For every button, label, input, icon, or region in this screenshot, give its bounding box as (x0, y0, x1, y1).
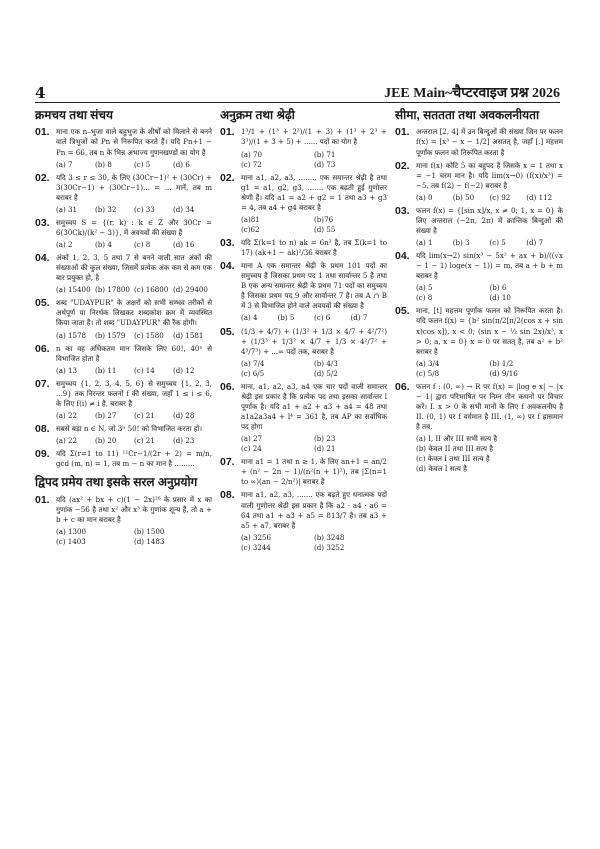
answer-options (416, 434, 563, 474)
question-number: 01. (395, 126, 410, 139)
answer-option: (b) 27 (95, 410, 117, 420)
answer-option: (a) 1 (416, 238, 433, 248)
answer-options (56, 160, 212, 170)
answer-options (241, 434, 387, 454)
question-item (220, 327, 387, 379)
question-body (241, 457, 387, 487)
answer-option: (a) 3/4 (416, 358, 440, 368)
page-header (35, 80, 560, 103)
question-text: माना A एक समान्तर श्रेढ़ी के प्रथम 101 पदों का समुच्चय है जिसका प्रथम पद 1 तथा सार्वान्तर 5 है तथा B एक अन्य समान्तर श्रेढ़ी के प्रथम 71 पदों का समुच्चय है जिसका प्रथम पद 9 और सार्वान्तर 7 है। तब A ∩ B में 3 से विभाजित होने वाले अवयवों की संख्या है (241, 261, 387, 311)
answer-option: (d) 16 (173, 240, 195, 250)
question-list (220, 127, 387, 552)
answer-option: (b) 3 (452, 238, 470, 248)
question-number: 03. (35, 216, 50, 229)
question-item (395, 206, 563, 248)
answer-option: (c) 5 (489, 238, 506, 248)
answer-options (56, 205, 212, 215)
answer-option: (b) 8 (95, 159, 112, 169)
question-body (241, 382, 387, 454)
question-body (416, 161, 563, 203)
answer-option: (b) 4 (95, 240, 112, 250)
answer-option: (a) 7 (56, 159, 73, 169)
answer-option: (a) 27 (241, 434, 263, 444)
answer-option: (c) केवल I तथा III सत्य है (416, 454, 490, 464)
question-number: 05. (220, 325, 235, 338)
question-body (56, 127, 212, 169)
question-number: 04. (220, 260, 235, 273)
question-body (241, 127, 387, 169)
answer-option: (d) 28 (173, 410, 195, 420)
answer-option: (b) 3248 (314, 532, 345, 542)
answer-options (416, 238, 563, 248)
question-text: माना a1, a2, a3, ......., एक समान्तर श्रेढ़ी है तथा g1 = a1, g2, g3, ....... एक बढ़ती हुई गुणोत्तर श्रेणी हैं। यदि a1 = a2 + g2 = 1 तथा a3 + g3 = 4, तब a4 + g4 बराबर है (241, 172, 387, 212)
question-list (35, 495, 212, 547)
answer-options (56, 436, 212, 446)
answer-option: (a)81 (241, 214, 260, 224)
answer-option: (b) 1579 (95, 330, 126, 340)
question-number: 02. (35, 171, 50, 184)
question-text: यदि Σ(r=1 to 11) ¹¹Cr−1/(2r + 2) = m/n, gcd (m, n) = 1, तब m − n का मान है ......... (56, 449, 212, 469)
question-number: 03. (220, 237, 235, 250)
question-text: (1/3 + 4/7) + (1/3² + 1/3 × 4/7 + 4²/7²) + (1/3³ + 1/3² × 4/7 + 1/3 × 4²/7² + 4³/7³) + ...∞ पदों तक, बराबर है (241, 326, 387, 356)
question-item (35, 218, 212, 250)
answer-options (56, 240, 212, 250)
answer-option: (c) 5/8 (416, 368, 440, 378)
answer-option: (c) 92 (489, 192, 511, 202)
section-title: अनुक्रम तथा श्रेढ़ी (220, 108, 295, 122)
answer-options (241, 150, 387, 170)
answer-option: (c) 5 (134, 159, 151, 169)
question-item (220, 261, 387, 323)
answer-option: (c) 1403 (56, 536, 86, 546)
answer-option: (a) I, II और III सभी सत्य है (416, 434, 498, 444)
question-text: शब्द "UDAYPUR" के अक्षरों को सभी सम्भव तरीकों से अर्थपूर्ण या निरर्थक लिखकर शब्दकोश क्रम में व्यवस्थित किया जाता है। तो शब्द "UDAYPUR" की रैंक होगी। (56, 298, 212, 328)
question-list (35, 127, 212, 469)
answer-option: (a) 2 (56, 240, 73, 250)
question-body (56, 379, 212, 421)
question-text: यदि 3 ≤ r ≤ 30, के लिए (30Cr−1)² + (30Cr) + 3(30Cr−1) + (30Cr−1)... = ... मानें, तब m बराबर है (56, 172, 212, 202)
question-number: 01. (35, 126, 50, 139)
answer-options (241, 215, 387, 235)
question-number: 06. (395, 380, 410, 393)
answer-option: (c) 8 (416, 293, 433, 303)
answer-options (241, 359, 387, 379)
section-title: क्रमचय तथा संचय (35, 108, 113, 122)
answer-option: (b) 1500 (134, 526, 165, 536)
answer-option: (d) 21 (314, 444, 336, 454)
answer-option: (b) 23 (314, 434, 336, 444)
question-text: माना f(x) कोटि 5 का बहुपद है जिसके x = 1 तथा x = −1 चरम मान है। यदि lim(x→0) (f(x)/x³) = −5, तब f(2) − f(−2) बराबर है (416, 160, 563, 190)
question-body (56, 253, 212, 295)
question-number: 03. (395, 204, 410, 217)
answer-option: (d) 34 (173, 204, 195, 214)
question-body (56, 173, 212, 215)
question-item (395, 161, 563, 203)
question-body (241, 261, 387, 323)
answer-option: (c) 21 (134, 436, 155, 446)
question-item (395, 127, 563, 157)
question-number: 08. (220, 489, 235, 502)
question-item (35, 449, 212, 469)
answer-option: (a) 0 (416, 192, 433, 202)
question-text: माना a1, a2, a3, ....... एक बढ़ते हुए धनात्मक पदों वाली गुणोत्तर श्रेढ़ी इस प्रकार है कि a2 · a4 · a6 = 64 तथा a1 + a3 + a5 = 813/7 है। तब a3 + a5 + a7, बराबर है (241, 490, 387, 530)
column-3 (395, 108, 563, 477)
page-number: 4 (35, 84, 46, 102)
answer-option: (c) 33 (134, 204, 155, 214)
answer-option: (a) 31 (56, 204, 78, 214)
section-title: सीमा, सततता तथा अवकलनीयता (395, 108, 540, 122)
answer-option: (c) 6 (314, 313, 331, 323)
question-number: 04. (35, 252, 50, 265)
question-number: 07. (220, 456, 235, 469)
answer-option: (c)62 (241, 224, 260, 234)
answer-option: (a) 70 (241, 149, 263, 159)
question-item (220, 490, 387, 552)
question-text: माना एक n–भुजा वाले बहुभुज के शीर्षों को मिलाने से बनने वाले त्रिभुजों को Pn से निरूपित करते हैं। यदि Pn+1 − Pn = 66, तब n के भिन्न अभाज्य गुणनखण्डों का योग है (56, 127, 212, 157)
answer-option: (a) 22 (56, 436, 78, 446)
answer-option: (b) 17800 (95, 285, 130, 295)
question-number: 07. (35, 377, 50, 390)
question-list (395, 127, 563, 474)
answer-option: (d) 1581 (173, 330, 204, 340)
answer-option: (d) 29400 (173, 285, 208, 295)
question-item (220, 457, 387, 487)
question-number: 05. (35, 297, 50, 310)
question-number: 04. (395, 250, 410, 263)
answer-option: (d) 7 (350, 313, 368, 323)
answer-option: (c) 6/5 (241, 368, 265, 378)
answer-option: (b) 11 (95, 365, 117, 375)
question-body (56, 298, 212, 340)
answer-option: (d) केवल I सत्य है (416, 464, 467, 474)
answer-option: (b) 50 (452, 192, 475, 202)
answer-option: (c) 21 (134, 410, 155, 420)
question-item (35, 495, 212, 547)
question-item (220, 173, 387, 235)
question-item (220, 238, 387, 258)
column-1 (35, 108, 212, 550)
question-number: 02. (220, 171, 235, 184)
answer-option: (b) केवल II तथा III सत्य है (416, 444, 493, 454)
answer-option: (a) 13 (56, 365, 78, 375)
answer-option: (d) 112 (526, 192, 553, 202)
question-text: समुच्चय {1, 2, 3, 4, 5, 6} से समुच्चय {1, 2, 3, ...9} तक निरन्तर फलनों f की संख्या, जहाँ 1 ≤ i ≤ 6, के लिए f(i) ≠ i है, बराबर है (56, 378, 212, 408)
question-body (416, 306, 563, 378)
question-body (56, 424, 212, 446)
question-item (35, 298, 212, 340)
question-item (395, 251, 563, 303)
question-body (56, 449, 212, 469)
question-body (416, 382, 563, 475)
question-body (241, 327, 387, 379)
question-item (395, 382, 563, 475)
question-item (35, 173, 212, 215)
question-number: 05. (395, 305, 410, 318)
answer-option: (a) 15400 (56, 285, 91, 295)
running-title: JEE Main~चैप्टरवाइज प्रश्न 2026 (384, 86, 560, 101)
answer-options (416, 193, 563, 203)
answer-option: (d) 9/16 (489, 368, 518, 378)
question-item (35, 127, 212, 169)
question-text: अन्तराल [2, 4] में उन बिन्दुओं की संख्या जिन पर फलन f(x) = [x³ − x − 1/2] असतत् है, जहाँ [.] महत्तम पूर्णांक फलन को निरूपित करता है (416, 127, 563, 157)
answer-option: (d) 10 (489, 293, 511, 303)
answer-options (241, 313, 387, 323)
answer-options (56, 285, 212, 295)
answer-option: (c) 8 (134, 240, 151, 250)
answer-options (241, 533, 387, 553)
answer-option: (b)76 (314, 214, 334, 224)
question-body (241, 173, 387, 235)
answer-option: (c) 1580 (134, 330, 164, 340)
question-item (35, 424, 212, 446)
question-item (35, 379, 212, 421)
question-text: यदि Σ(k=1 to n) ak = 6n³ है, तब Σ(k=1 to 17) (ak+1 − ak)²/36 बराबर है (241, 238, 387, 258)
question-item (35, 253, 212, 295)
answer-option: (b) 4/3 (314, 358, 338, 368)
question-item (395, 306, 563, 378)
answer-options (416, 359, 563, 379)
question-body (416, 127, 563, 157)
question-body (241, 490, 387, 552)
question-item (220, 382, 387, 454)
answer-option: (b) 5 (277, 313, 295, 323)
question-item (35, 344, 212, 376)
answer-options (416, 283, 563, 303)
answer-options (56, 411, 212, 421)
answer-option: (a) 1578 (56, 330, 87, 340)
answer-option: (c) 24 (241, 444, 262, 454)
question-number: 02. (395, 159, 410, 172)
question-text: माना, a1, a2, a3, a4 एक चार पदों वाली समान्तर श्रेढ़ी इस प्रकार है कि प्रत्येक पद तथा इसका सार्वान्तर l पूर्णांक है। यदि a1 + a2 + a3 + a4 = 48 तथा a1a2a3a4 + l⁴ = 361 है, तब AP का सर्वाधिक पद होगा (241, 381, 387, 432)
question-body (241, 238, 387, 258)
answer-option: (b) 1/2 (489, 358, 514, 368)
question-text: यदि lim(x→2) sin(x³ − 5x² + ax + b)/((√x − 1 − 1) loge(x − 1)) = m, तब a + b + m बराबर है (416, 251, 563, 281)
answer-option: (d) 55 (314, 224, 336, 234)
answer-options (56, 366, 212, 376)
answer-option: (d) 73 (314, 159, 336, 169)
question-text: अंकों 1, 2, 3, 5 तथा 7 से बनने वाली सात अंकों की संख्याओं की कुल संख्या, जिसमें प्रत्येक अंक कम से कम एक बार प्रयुक्त हो, है (56, 253, 212, 283)
answer-option: (d) 7 (526, 238, 544, 248)
answer-option: (d) 12 (173, 365, 195, 375)
answer-option: (a) 5 (416, 283, 433, 293)
question-text: समुच्चय S = {(r, k) : k ∈ Z और 30Cr = 6(30Ck)/(k² − 3)}, में अवयवों की संख्या है (56, 217, 212, 237)
answer-option: (b) 6 (489, 283, 507, 293)
question-body (416, 251, 563, 303)
question-text: n का वह अधिकतम मान जिसके लिए 60!, 40ⁿ से विभाजित होता है (56, 343, 212, 363)
answer-option: (d) 5/2 (314, 368, 338, 378)
question-number: 06. (35, 342, 50, 355)
answer-option: (c) 72 (241, 159, 262, 169)
question-text: माना a1 = 1 तथा n ≥ 1, के लिए an+1 = an/2 + (n² − 2n − 1)/(n²(n + 1)²), तब |Σ(n=1 to ∞)(an − 2/n²)| बराबर है (241, 457, 387, 487)
answer-option: (a) 3256 (241, 532, 272, 542)
answer-option: (d) 6 (173, 159, 190, 169)
question-text: सबसे बड़ा n ∈ N, जो 3ⁿ 50! को विभाजित करता हो। (56, 424, 203, 434)
question-text: फलन f : (0, ∞) → R पर f(x) = |log e x| − |x − 1| द्वारा परिभाषित पर निम्न तीन कथनों पर विचार करें। I. x > 0 के सभी मानों के लिए f अवकलनीय है II. (0, 1) पर f वर्धमान है III. (1, ∞) पर f ह्रासमान है तब, (416, 381, 563, 432)
answer-options (56, 331, 212, 341)
question-number: 06. (220, 380, 235, 393)
question-body (56, 218, 212, 250)
question-text: 1³/1 + (1³ + 2³)/(1 + 3) + (1³ + 2³ + 3³)/(1 + 3 + 5) + ...... पदों का योग है (241, 127, 387, 147)
question-body (56, 344, 212, 376)
answer-option: (b) 32 (95, 204, 117, 214)
question-text: फलन f(x) = {[sin x]/x, x ≠ 0; 1, x = 0} के लिए अन्तराल (−2π, 2π) में क्रान्तिक बिन्दुओं की संख्या है (416, 205, 563, 235)
question-number: 01. (35, 493, 50, 506)
question-body (56, 495, 212, 547)
question-number: 09. (35, 448, 50, 461)
answer-option: (d) 1483 (134, 536, 165, 546)
question-item (220, 127, 387, 169)
answer-option: (a) 22 (56, 410, 78, 420)
question-number: 08. (35, 423, 50, 436)
answer-option: (b) 71 (314, 149, 336, 159)
answer-option: (c) 3244 (241, 542, 271, 552)
question-text: माना, [t] महत्तम पूर्णांक फलन को निरूपित करता है। यदि फलन f(x) = {b² sin(π/2[π/2(cos x + sin x)cos x]), x < 0; (sin x − ½ sin 2x)/x³, x > 0; a, x = 0} x = 0 पर सतत् है, तब a² + b² बराबर है (416, 306, 563, 356)
question-text: यदि (ax² + bx + c)(1 − 2x)²⁶ के प्रसार में x का गुणांक −56 है तथा x² और x³ के गुणांक शून्य हैं, तो a + b + c का मान बराबर है (56, 494, 212, 524)
answer-option: (c) 14 (134, 365, 155, 375)
answer-options (56, 527, 212, 547)
answer-option: (a) 7/4 (241, 358, 265, 368)
answer-option: (c) 16800 (134, 285, 169, 295)
answer-option: (a) 4 (241, 313, 258, 323)
answer-option: (d) 3252 (314, 542, 345, 552)
section-title: द्विपद प्रमेय तथा इसके सरल अनुप्रयोग (35, 475, 198, 490)
answer-option: (a) 1300 (56, 526, 87, 536)
question-body (416, 206, 563, 248)
question-number: 01. (220, 126, 235, 139)
column-2 (220, 108, 387, 556)
answer-option: (d) 23 (173, 436, 195, 446)
answer-option: (b) 20 (95, 436, 117, 446)
